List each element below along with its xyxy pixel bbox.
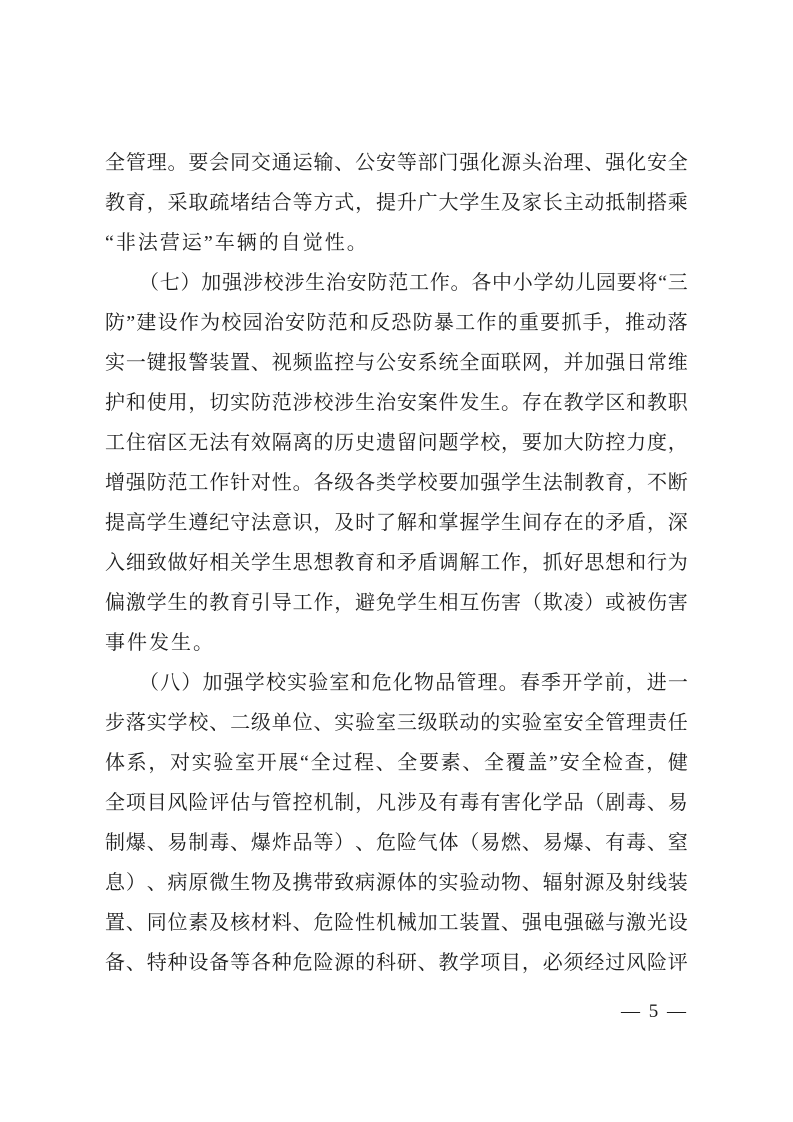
text-line: 增 强 防 范 工 作 针 对 性 。 各 级 各 类 学 校 要 加 强 学 生 法 制 教 育 ， 不 断: [105, 472, 688, 494]
text-line: 提 高 学 生 遵 纪 守 法 意 识 ， 及 时 了 解 和 掌 握 学 生 间 存 在 的 矛 盾 ， 深: [105, 512, 688, 534]
paragraph-8-lab-hazardous-materials: [105, 663, 688, 983]
text-line: 工 住 宿 区 无 法 有 效 隔 离 的 历 史 遗 留 问 题 学 校 ， 要 加 大 防 控 力 度 ，: [105, 432, 688, 454]
paragraph-campus-traffic-safety: [105, 143, 688, 263]
paragraph-7-school-security-prevention: [105, 263, 688, 663]
text-line: 入 细 致 做 好 相 关 学 生 思 想 教 育 和 矛 盾 调 解 工 作 ， 抓 好 思 想 和 行 为: [105, 552, 688, 574]
text-line: （ 七 ） 加 强 涉 校 涉 生 治 安 防 范 工 作 。 各 中 小 学 幼 儿 园 要 将 “ 三: [139, 272, 688, 294]
text-line: 制 爆 、 易 制 毒 、 爆 炸 品 等 ） 、 危 险 气 体 （ 易 燃 、 易 爆 、 有 毒 、 窒: [105, 832, 688, 854]
text-line: 防 ” 建 设 作 为 校 园 治 安 防 范 和 反 恐 防 暴 工 作 的 重 要 抓 手 ， 推 动 落: [105, 312, 688, 334]
text-line: 实 一 键 报 警 装 置 、 视 频 监 控 与 公 安 系 统 全 面 联 网 ， 并 加 强 日 常 维: [105, 352, 688, 374]
text-line: 偏 激 学 生 的 教 育 引 导 工 作 ， 避 免 学 生 相 互 伤 害 （ 欺 凌 ） 或 被 伤 害: [105, 592, 688, 614]
text-line: 教 育 ， 采 取 疏 堵 结 合 等 方 式 ， 提 升 广 大 学 生 及 家 长 主 动 抵 制 搭 乘: [105, 192, 688, 214]
text-line: （ 八 ） 加 强 学 校 实 验 室 和 危 化 物 品 管 理 。 春 季 开 学 前 ， 进 一: [139, 672, 688, 694]
text-line: 事件发生。: [105, 632, 215, 654]
text-line: 息 ） 、 病 原 微 生 物 及 携 带 致 病 源 体 的 实 验 动 物 、 辐 射 源 及 射 线 装: [105, 872, 688, 894]
page-number: — 5 —: [621, 1001, 688, 1022]
text-line: 全 管 理 。 要 会 同 交 通 运 输 、 公 安 等 部 门 强 化 源 头 治 理 、 强 化 安 全: [105, 152, 688, 174]
text-line: 护 和 使 用 ， 切 实 防 范 涉 校 涉 生 治 安 案 件 发 生 。 存 在 教 学 区 和 教 职: [105, 392, 688, 414]
document-body: [105, 143, 688, 983]
text-line: “非法营运”车辆的自觉性。: [105, 232, 369, 254]
text-line: 备 、 特 种 设 备 等 各 种 危 险 源 的 科 研 、 教 学 项 目 ， 必 须 经 过 风 险 评: [105, 952, 688, 974]
text-line: 置 、 同 位 素 及 核 材 料 、 危 险 性 机 械 加 工 装 置 、 强 电 强 磁 与 激 光 设: [105, 912, 688, 934]
text-line: 全 项 目 风 险 评 估 与 管 控 机 制 ， 凡 涉 及 有 毒 有 害 化 学 品 （ 剧 毒 、 易: [105, 792, 688, 814]
text-line: 体 系 ， 对 实 验 室 开 展 “ 全 过 程 、 全 要 素 、 全 覆 盖 ” 安 全 检 查 ， 健: [105, 752, 688, 774]
text-line: 步 落 实 学 校 、 二 级 单 位 、 实 验 室 三 级 联 动 的 实 验 室 安 全 管 理 责 任: [105, 712, 688, 734]
